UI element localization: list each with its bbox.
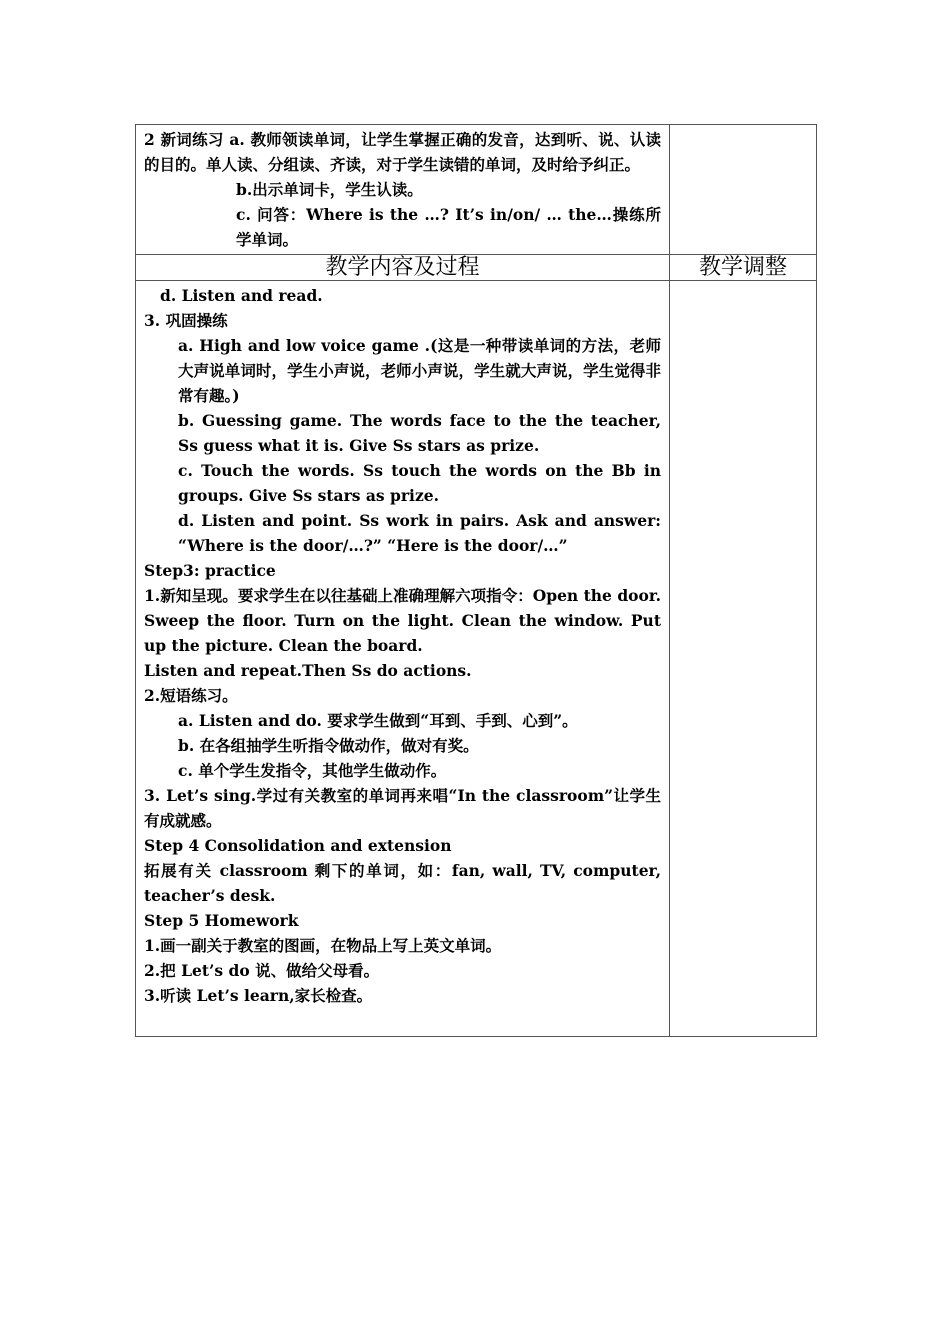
header-content-cell: [136, 255, 670, 281]
table-header-row: [136, 255, 817, 281]
single-command-step: c. 单个学生发指令，其他学生做动作。: [178, 761, 447, 780]
header-adjustment-cell: [670, 255, 817, 281]
homework-item-3: 3.听读 Let’s learn,家长检查。: [144, 986, 373, 1005]
vocab-practice-paragraph: 2 新词练习 a. 教师领读单词，让学生掌握正确的发音，达到听、说、认读的目的。单人读、分组读、齐读，对于学生读错的单词，及时给予纠正。: [144, 130, 661, 174]
new-knowledge-paragraph: 1.新知呈现。要求学生在以往基础上准确理解六项指令：Open the door. Sweep the floor. Turn on the light. Clean the window. Put up the picture. Clean the board.: [144, 586, 661, 655]
homework-item-1: 1.画一副关于教室的图画，在物品上写上英文单词。: [144, 936, 502, 955]
adjustment-cell: [670, 125, 817, 255]
extension-paragraph: 拓展有关 classroom 剩下的单词，如：fan, wall, TV, computer, teacher’s desk.: [144, 861, 661, 905]
group-command-step: b. 在各组抽学生听指令做动作，做对有奖。: [178, 736, 479, 755]
header-teaching-adjustment: 教学调整: [698, 255, 787, 280]
table-row: [136, 281, 817, 1037]
listen-do-step: a. Listen and do. 要求学生做到“耳到、手到、心到”。: [178, 711, 578, 730]
listen-read-step: d. Listen and read.: [160, 286, 323, 305]
step5-heading: Step 5 Homework: [144, 911, 299, 930]
table-row: [136, 125, 817, 255]
consolidation-heading: 3. 巩固操练: [144, 311, 228, 330]
homework-item-2: 2.把 Let’s do 说、做给父母看。: [144, 961, 380, 980]
content-cell: [136, 125, 670, 255]
guessing-game-step: b. Guessing game. The words face to the the teacher, Ss guess what it is. Give Ss stars as prize.: [178, 411, 661, 455]
lets-sing-paragraph: 3. Let’s sing.学过有关教室的单词再来唱“In the classroom”让学生有成就感。: [144, 786, 661, 830]
step4-heading: Step 4 Consolidation and extension: [144, 836, 452, 855]
content-cell: [136, 281, 670, 1037]
word-card-step: b.出示单词卡，学生认读。: [236, 180, 423, 199]
listen-point-step: d. Listen and point. Ss work in pairs. Ask and answer: “Where is the door/…?” “Here is the door/…”: [178, 511, 661, 555]
listen-repeat-line: Listen and repeat.Then Ss do actions.: [144, 661, 472, 680]
lesson-plan-table: [135, 124, 817, 1037]
touch-words-step: c. Touch the words. Ss touch the words on the Bb in groups. Give Ss stars as prize.: [178, 461, 661, 505]
qa-step: c. 问答：Where is the …? It’s in/on/ … the…操练所学单词。: [236, 205, 661, 249]
header-teaching-content: 教学内容及过程: [325, 255, 480, 280]
step3-heading: Step3: practice: [144, 561, 276, 580]
adjustment-cell: [670, 281, 817, 1037]
voice-game-step: a. High and low voice game .(这是一种带读单词的方法，老师大声说单词时，学生小声说，老师小声说，学生就大声说，学生觉得非常有趣。): [178, 336, 661, 405]
phrase-practice-heading: 2.短语练习。: [144, 686, 238, 705]
